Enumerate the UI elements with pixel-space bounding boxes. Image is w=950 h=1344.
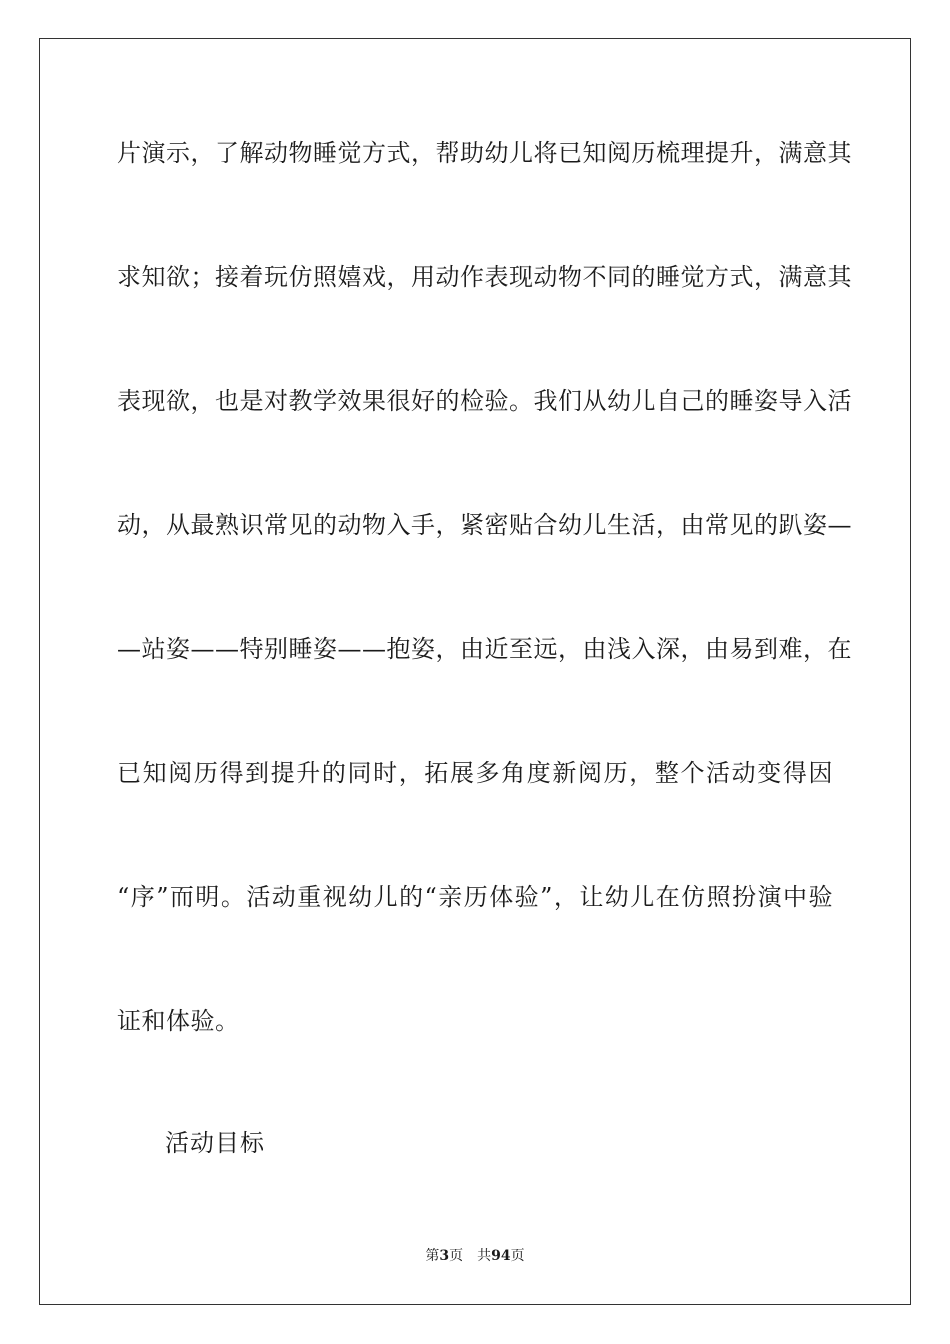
body-line-3: 表现欲，也是对教学效果很好的检验。我们从幼儿自己的睡姿导入活 bbox=[117, 387, 852, 415]
page-prefix: 第 bbox=[425, 1248, 440, 1264]
body-line-2: 求知欲；接着玩仿照嬉戏，用动作表现动物不同的睡觉方式，满意其 bbox=[117, 263, 852, 291]
total-pages: 94 bbox=[491, 1248, 511, 1264]
total-prefix: 共 bbox=[477, 1248, 492, 1264]
page-footer bbox=[0, 1247, 950, 1265]
total-suffix: 页 bbox=[510, 1248, 525, 1264]
page-number: 3 bbox=[439, 1248, 450, 1264]
body-line-4: 动，从最熟识常见的动物入手，紧密贴合幼儿生活，由常见的趴姿— bbox=[117, 511, 852, 539]
body-line-6: 已知阅历得到提升的同时，拓展多角度新阅历，整个活动变得因 bbox=[117, 759, 833, 787]
section-heading: 活动目标 bbox=[165, 1129, 265, 1157]
body-line-7: “序”而明。活动重视幼儿的“亲历体验”，让幼儿在仿照扮演中验 bbox=[117, 883, 833, 911]
body-line-5: —站姿——特别睡姿——抱姿，由近至远，由浅入深，由易到难，在 bbox=[117, 635, 852, 663]
page-border bbox=[39, 38, 911, 1305]
body-line-1: 片演示，了解动物睡觉方式，帮助幼儿将已知阅历梳理提升，满意其 bbox=[117, 139, 852, 167]
page-suffix: 页 bbox=[449, 1248, 464, 1264]
body-line-8: 证和体验。 bbox=[117, 1007, 240, 1035]
